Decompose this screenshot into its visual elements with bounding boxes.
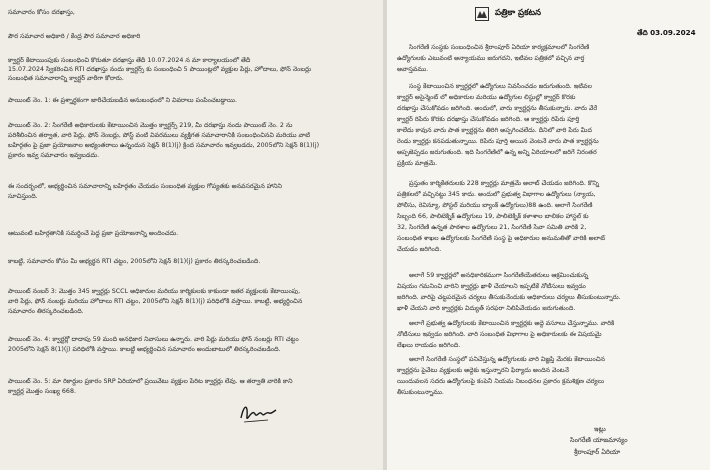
notice-line: రెండు క్వార్టర్లు కనపడుతున్నాయి. రిపేరు పూర్తి అయిన వెంటనే వారు పాత క్వార్టర్లను [397,138,599,145]
notice-line: యిందువలన సదరు ఉద్యోగులపై కంపెనీ నియమ నిబంధనల ప్రకారం క్రమశిక్షణ చర్యలు [397,378,605,385]
letter-line: బహిర్గతం పై ప్రజా ప్రయోజనాల అభ్యంతరాలు ఉన్నందున సెక్షన్ 8(1)(j) క్రింద సమాచారం ఇవ్వబడదు, 2005లోని సెక్షన్ 8(1)(j) [8,142,320,149]
letter-line: ప్రకారం ఇవ్వ సమాచారం ఇవ్వబడదు. [8,152,100,159]
notice-line: ఉద్యోగులకు ఎటువంటి అన్యాయము జరుగదని, ఇటీవల పత్రికలో వచ్చిన వార్త [397,55,585,62]
notice-line: నోటీసులు ఇవ్వడం జరిగింది. వారి సంబంధిత విభాగాల పై అధికారులకు ఈ విషయమై [397,331,602,338]
sign-off-area: శ్రీరాంపూర్ ఏరియా [574,448,621,456]
letter-line: పాయింట్ నెం. 4: క్వార్టర్లో దాదాపు 59 మంది అనధికార నివాసులు ఉన్నారు. వారి పేర్లు మరియు ఫోన్ నంబర్లు RTI చట్టం [8,336,299,343]
notice-line: అలాగే సింగరేణి సంస్థలో పనిచేస్తున్న ఉద్యోగులకు వారి విజ్ఞప్తి మేరకు కేటాయించిన [409,356,605,363]
notice-line: క్వార్టర్ అసైన్మెంట్ లో అధికారుల మరియు ఉద్యోగుల లిస్టుల్లో క్వార్టర్ కొరకు [397,94,576,101]
notice-line: కాలేదు కావున వారు పాత క్వార్టర్లను తిరిగి అప్పగించలేదు. దీనిలో వారి పేరు మీద [397,127,592,134]
sign-off: ఇట్లు [594,425,606,433]
notice-line: అవాస్తవము. [397,66,429,73]
notice-line: 32, సింగరేణి ఉన్నత పాఠశాల ఉద్యోగులు 21, సింగరేణి సేవా సమితి వారికి 2, [397,224,587,231]
notice-line: క్వార్టర్ రిపేరు కొరకు దరఖాస్తు చేసుకోవడం జరిగింది. ఆ క్వార్టర్లు రిపేరు పూర్తి [397,116,580,123]
letter-line: సూచిస్తుంది. [8,193,38,200]
notice-line: క్వార్టర్లను పైవేటు వ్యక్తులకు అద్దెకు ఇస్తున్నారని ఫిర్యాదు అందిన వెంటనే [397,367,569,374]
signature-mark [238,400,278,428]
notice-line: పత్రికలలో వచ్చినట్టు 345 కాదు. అందులో ప్రభుత్వ విభాగాల ఉద్యోగులు (న్యాయ, [397,191,596,198]
letter-line: పరిశీలించిన తర్వాత, వారి పేర్లు, ఫోన్ నెంబర్లు, పోస్ట్ వంటి వివరములు వ్యక్తిగత సమాచారానికి సంబంధించినవి మరియు వాటి [8,132,310,139]
singareni-logo-icon [475,7,489,21]
letter-line: 15.07.2024 స్వీకరించిన RTI దరఖాస్తు నందు క్వార్టర్స్ కు సంబంధించి 5 పాయింట్లలో వ్యక్తుల పేర్లు, హోదాలు, ఫోన్ నెంబర్లు [8,66,312,73]
sign-off-org: సింగరేణి యాజమాన్యం [570,436,628,444]
notice-line: సంస్థ కేటాయించిన క్వార్టర్లలో ఉద్యోగులు నివసించడం జరుగుతుంది. ఇటీవల [409,83,592,90]
press-release-date: తేది 03.09.2024 [637,28,696,37]
notice-line: తీసుకుంటున్నాము. [397,389,444,396]
notice-line: అప్పజెప్పడం జరుగుతుంది. ఇది సింగరేణిలో ఉన్న అన్ని ఏరియాలలో జరిగే నిరంతర [397,149,597,156]
letter-line: పాయింట్ నెం. 1: ఈ ప్రశ్నార్థకంగా జారీచేయబడిన అనుబంధంలో ని వివరాలు పంపించబడ్డాయి. [8,97,237,104]
notice-line: దరఖాస్తు చేసుకోవడం జరిగింది. అందులో, వారు క్వార్టర్లను తీసుకున్నారు. వారు వేరే [397,105,598,112]
letter-line: క్వార్టర్ కేటాయింపుకు సంబంధించి కొరుతూ దరఖాస్తు తేదీ 10.07.2024 న మా కార్యాలయంలో తేదీ [8,57,251,64]
letter-line: కాబట్టి, సమాచారం కోసం మీ అభ్యర్థన RTI చట్టం, 2005లోని సెక్షన్ 8(1)(j) ప్రకారం తిరస్కరించబడింది. [8,258,261,265]
notice-line: లేఖలు రాయడం జరిగింది. [397,342,461,349]
letter-line: 2005లోని సెక్షన్ 8(1)(j) పరిధిలోకి వస్తాయి. కాబట్టి అభ్యర్థించిన సమాచారం అందుబాటులో తిరస్కరించబడింది. [8,346,281,353]
notice-line: సింగరేణి సంస్థకు సంబంధించిన శ్రీరాంపూర్ ఏరియా కార్యక్రమాలలో సింగరేణి [409,44,590,51]
notice-line: ప్రస్తుతం కార్మికేతరులకు 228 క్వార్టర్లు మాత్రమే అలాట్ చేయడం జరిగింది. కొన్ని [409,180,600,187]
letter-line: పాయింట్ నెం. 2: సింగరేణి అధికారులకు కేటాయించిన మొత్తం క్వార్టర్స్ 219, మీ దరఖాస్తు నందు పాయింట్ నెం. 2 ను [8,122,293,129]
notice-line: విషయం గమనించి వారిని క్వార్టర్లు ఖాళీ చేయాలని ఇప్పటికే నోటీసులు ఇవ్వడం [397,283,586,290]
notice-line: సంబంధిత శాఖల ఉద్యోగులకు సింగరేణి సంస్థ పై అధికారుల అనుమతితో వారికి అలాట్ [397,235,606,242]
notice-line: అలాగే 59 క్వార్టర్లలో అనధికారికముగా సింగరేణియేతరులు ఆక్రమించుకున్న [409,272,589,279]
press-release [387,0,710,470]
letter-line: సమాచారం కోసం దరఖాస్తు, [8,9,75,16]
letter-line: ఈ సందర్భంలో, అభ్యర్థించిన సమాచారాన్ని బహిర్గతం చేయడం సంబంధిత వ్యక్తుల గోప్యతకు అనవసరమైన హానిని [8,183,282,190]
notice-line: సిబ్బంది 66, పాలిటెక్నిక్ ఉద్యోగులు 19, పాలిటెక్నిక్ కళాశాల బాలికల హాస్టల్ కు [397,213,589,220]
letter-line: వారి పేర్లు, ఫోన్ నంబర్లు మరియు హోదాలు RTI చట్టం, 2005లోని సెక్షన్ 8(1)(j) పరిధిలోకి వస్తాయి. కాబట్టి, అభ్యర్థించిన [8,298,303,305]
notice-line: ప్రక్రియ మాత్రమే. [397,160,438,167]
notice-line: అలాగే ప్రభుత్వ ఉద్యోగులకు కేటాయించిన క్వార్టర్లకు అద్దె వసూలు చేస్తున్నాము. వారికి [409,320,615,327]
notice-line: చేయడం జరిగింది. [397,246,442,253]
notice-line: ఖాళీ చేయని వారి క్వార్టర్లకు విద్యుత్ సరఫరా నిలిపివేయడం జరుగుతుంది. [397,305,576,312]
letter-line: పౌర సమాచార అధికారి / కేంద్ర పౌర సమాచార అధికారి [8,33,141,40]
letter-line: పాయింట్ నంబర్ 3: మొత్తం 345 క్వార్టర్లు SCCL అధికారుల మరియు కార్మికులకు కాకుండా ఇతర వ్యక్తులకు కేటాయింపు, [8,288,301,295]
press-release-title: పత్రికా ప్రకటన [495,8,542,18]
notice-line: జరిగింది. వారిపై చట్టపరమైన చర్యలు తీసుకునేందుకు అధికారులు చర్యలు తీసుకుంటున్నారు. [397,294,621,301]
letter-line: క్వార్టర్ల మొత్తం సంఖ్య 668. [8,388,76,395]
letter-line: సంబంధిత సమాచారాన్ని క్వార్టర్ వారీగా కోరారు. [8,75,124,82]
letter-line: పాయింట్ నెం. 5: మా రికార్డుల ప్రకారం SRP ఏరియాలో ప్రయివేటు వ్యక్తుల పేరిట క్వార్టర్లు లేవు. ఆ తర్వాతి వారికి కాని [8,378,293,385]
letter-line: సమాచారం తిరస్కరించబడింది. [8,308,84,315]
notice-line: పోలీసు, రెవిన్యూ, పోస్టల్ మరియు బ్యాంక్ ఉద్యోగులు)88 ఉంది. అలాగే సింగరేణి [397,202,593,209]
letter-line: ఆటువంటి బహిర్గతానికి సమర్థించే పెద్ద ప్రజా ప్రయోజనాన్ని అందించదు. [8,230,179,237]
